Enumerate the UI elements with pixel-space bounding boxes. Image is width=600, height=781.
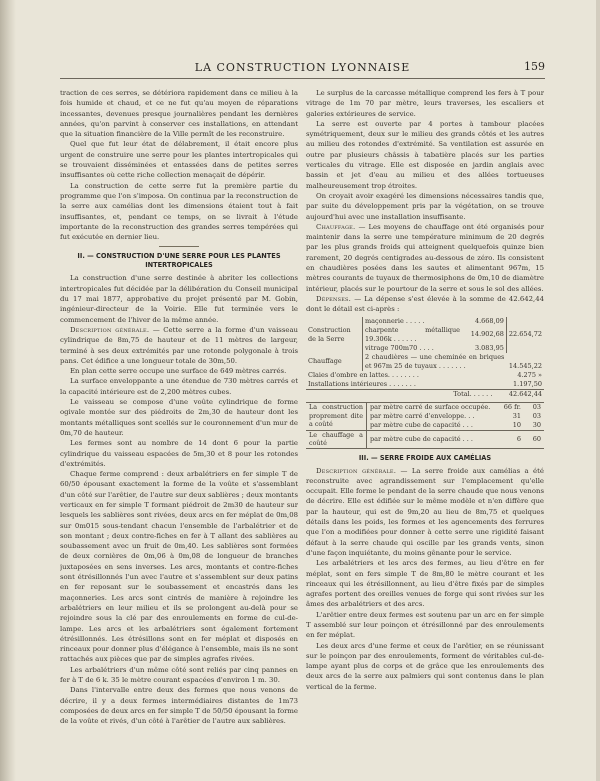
paragraph: Dans l'intervalle entre deux des fermes que nous venons de décrire, il y a deux fermes intermédiaires distantes de 1m73 composées de deux arcs en fer simple T de 50/50 épousant la forme de la voûte et rivés, d'un côté à l'arêtier de l'autre aux sablières. [60,686,298,726]
unit-costs-value: 31 [512,411,521,420]
unit-costs-value: 66 fr. [503,402,521,411]
section-separator [159,246,199,247]
paragraph: Le vaisseau se compose d'une voûte cylindrique de forme ogivale montée sur des piédroits de 2m,30 de hauteur dont les montants métalliques sont scellés sur le couronnement d'un mur de 0m,70 de hauteur. [60,398,298,437]
header-rule [60,78,545,79]
expenses-chauffage-value: 14.545,22 [508,361,542,370]
expenses-total-label: Total. . . . . . [306,389,506,399]
paragraph-lead: Description générale. [70,325,150,334]
unit-costs-cents: 30 [532,420,541,429]
unit-costs-row-label: par mètre carré d'enveloppe. . . [370,411,475,420]
expenses-row-value: 3.083,95 [474,343,504,352]
unit-costs-value: 6 [516,434,521,443]
expenses-row-label: maçonnerie . . . . . [363,317,463,326]
unit-costs-chauffage-label: Le chauffage a coûté [306,430,367,448]
unit-costs-cents: 60 [532,434,541,443]
section-title: II. — CONSTRUCTION D'UNE SERRE POUR LES PLANTES INTERTROPICALES [77,252,281,270]
paragraph [306,222,544,294]
table-row [306,353,544,371]
right-column [306,88,544,768]
table-row [306,402,544,412]
page-number: 159 [524,60,545,73]
paragraph: La serre est ouverte par 4 portes à tambour placées symétriquement, deux sur le milieu des grands côtés et les autres au milieu des rotondes d'extrémité. Sa ventilation est assurée en outre par plusieurs châssis à tabatière placés sur les parties verticales du vitrage. Elle est disposée en jardin anglais avec bassin et jet d'eau au milieu et des allées tortueuses malheureusement trop étroites. [306,119,544,190]
unit-costs-table [306,402,544,449]
expenses-construction-total: 22.654,72 [506,317,544,353]
paragraph-lead: Description générale. [316,466,397,475]
table-row [306,380,544,390]
paragraph: Les deux arcs d'une ferme et ceux de l'arêtier, en se réunissant sur le poinçon par des enroulements, forment de véritables cul-de-lampe ayant plus de corps et de grâce que les enroulements des deux arcs de la serre aux palmiers qui sont contenus dans le plan vertical de la ferme. [306,641,544,691]
paragraph: La construction de cette serre fut la première partie du programme que l'on s'imposa. On continua par la reconstruction de la serre aux camélias dont les dimensions étaient tout à fait insuffisantes, et, pendant ce temps, on se livrait à l'étude importante de la reconstruction des grandes serres tempérées qui fut exécutée en dernier lieu. [60,181,298,242]
unit-costs-row-label: par mètre cube de capacité . . . [370,420,473,429]
paragraph: Le surplus de la carcasse métallique comprend les fers à T pour vitrage de 1m 70 par mètre, leurs traverses, les escaliers et galeries extérieures de service. [306,89,544,118]
paragraph: L'arêtier entre deux fermes est soutenu par un arc en fer simple T assemblé sur leur poinçon et étrésillonné par des enroulements en fer méplat. [306,610,544,640]
expenses-chauffage-label: Chauffage [308,357,342,366]
paragraph-lead: Dépenses. [316,294,352,303]
expenses-row-value: 14.902,68 [470,330,504,339]
expenses-row-label: charpente métallique 19.306k . . . . . . [363,326,463,344]
expenses-claies-value: 4.275 » [517,370,542,379]
paragraph: traction de ces serres, se détériora rapidement dans ce milieu à la fois humide et chaud, et ce ne fut qu'au moyen de réparations incessantes, devenues presque journalières pendant les dernières années, qu'on parvint à conserver ces installations, en attendant que la situation financière de la Ville permît de les reconstruire. [60,89,298,139]
expenses-install-value: 1.197,50 [513,379,542,388]
table-row [306,430,544,448]
table-row [306,317,544,326]
expenses-table [306,317,544,399]
paragraph: Les arbalétriers d'un même côté sont reliés par cinq pannes en fer à T de 6 k. 35 le mètre courant espacées d'environ 1 m. 30. [60,665,298,685]
unit-costs-cents: 03 [532,411,541,420]
expenses-install-label: Installations intérieures . . . . . . . [308,379,416,388]
paragraph: Chaque ferme comprend : deux arbalétriers en fer simple T de 60/50 épousant exactement la forme de la voûte et s'assemblant d'un côté sur l'arêtier, de l'autre sur deux sablières ; deux montants verticaux en fer simple T formant piédroit de 2m30 de hauteur sur lesquels les sablières sont rivées, deux arcs en fer méplat de 0m,08 sur 0m015 sous-tendant chacun l'ensemble de l'arbalétrier et de son montant ; deux contre-fiches en fer à T allant des sablières au soubassement avec un fruit de 0m,40. Les sablières sont formées de deux cornières de 0m,06 à 0m,08 de longueur de branches juxtaposées en sens inverses. Les arcs, montants et contre-fiches sont étrésillonnés l'un avec l'autre et s'assemblent sur deux patins en fer reposant sur le soubassement et encastrés dans les maçonneries. Les arcs sont cintrés de manière à rejoindre les arbalétriers en leur milieu et ils se prolongent au-delà pour se rejoindre sous la clé par des enroulements en forme de cul-de-lampe. Les arcs et les arbalétriers sont également fortement étrésillonnés. Les étrésillons sont en fer méplat et disposés en rinceaux pour donner plus d'élégance à l'ensemble, mais ils ne sont rattachés aux pièces que par de simples agrafes rivées. [60,470,298,664]
section-title: III. — SERRE FROIDE AUX CAMÉLIAS [358,453,492,462]
unit-costs-value: 10 [512,420,521,429]
paragraph-lead: Chauffage. [316,222,356,231]
left-column [60,88,298,768]
paragraph: Les arbalétriers et les arcs des fermes, au lieu d'être en fer méplat, sont en fers simple T de 8m,80 le mètre courant et les rinceaux qui les étrésillonnent, au lieu d'être fixés par de simples agrafes portent des oreilles venues de forge qui sont rivées sur les âmes des arbalétriers et des arcs. [306,559,544,609]
paragraph-body: — Cette serre a la forme d'un vaisseau cylindrique de 8m,75 de hauteur et de 11 mètres de largeur, terminé à ses deux extrémités par une rotonde polygonale à trois pans. Cet édifice a une longueur totale de 30m,50. [60,325,298,365]
expenses-chauffage-desc: 2 chaudières — une cheminée en briques et 967m 25 de tuyaux . . . . . . . [363,353,507,371]
table-row-total [306,389,544,399]
expenses-row-label: vitrage 700m70 . . . . [363,344,463,353]
paragraph: On croyait avoir exagéré les dimensions nécessaires tandis que, par suite du développement pris par la végétation, on se trouve aujourd'hui avec une installation insuffisante. [306,191,544,221]
expenses-construction-label: Construction de la Serre [308,325,351,343]
page-header [60,61,545,75]
paragraph [306,466,544,559]
expenses-total-value: 42.642,44 [506,389,544,399]
unit-costs-cents: 03 [532,402,541,411]
paragraph: Les fermes sont au nombre de 14 dont 6 pour la partie cylindrique du vaisseau espacées de 5m,30 et 8 pour les rotondes d'extrémités. [60,439,298,468]
paragraph-body: — La dépense s'est élevée à la somme de 42.642,44 dont le détail est ci-après : [306,294,544,314]
unit-costs-row-label: par mètre carré de surface occupée. [370,402,491,411]
unit-costs-construction-label: La construction proprement dite a coûté [306,402,367,430]
paragraph: Quel que fut leur état de délabrement, il était encore plus urgent de construire une serre pour les plantes intertropicales qui se trouvaient disséminées et entassées dans de petites serres insuffisantes où cette riche collection menaçait de dépérir. [60,140,298,180]
paragraph [306,294,544,315]
paragraph-body: — Les moyens de chauffage ont été organisés pour maintenir dans la serre une température minimum de 20 degrés par les plus grands froids qui atteignent quelquefois quinze bien rarement, 20 degrés centigrades au-dessous de zéro. Ils consistent en chaudières posées dans les sautes et alimentant 967m, 15 mètres courants de tuyaux de thermosiphons de 0m,10 de diamètre intérieur, placés sur le pourtour de la serre et sous le sol des allées. [306,222,544,293]
expenses-claies-label: Claies d'ombre en lattes. . . . . . . . [308,370,419,379]
table-row [306,371,544,380]
paragraph: La construction d'une serre destinée à abriter les collections intertropicales fut décidée par la délibération du Conseil municipal du 17 mai 1877, approbative du projet présenté par M. Gobin, ingénieur-directeur de la Voirie. Elle fut terminée vers le commencement de l'hiver de la même année. [60,274,298,324]
running-title: LA CONSTRUCTION LYONNAISE [194,61,411,74]
unit-costs-row-label: par mètre cube de capacité . . . [370,434,473,443]
paragraph-body: — La serre froide aux camélias a été reconstruite avec agrandissement sur l'emplacement qu'elle occupait. Elle forme le pendant de la serre chaude que nous venons de décrire. Elle est édifiée sur le même modèle et n'en diffère que par la hauteur, qui est de 9m,20 au lieu de 8m,75 et quelques détails dans les poids, les formes et les agencements des ferrures que l'on a modifiées pour donner à cette serre une rigidité faisant défaut à la serre chaude qui oscille par les grands vents, sinon d'une façon inquiétante, du moins gênante pour le service. [306,466,544,557]
page-edge [596,0,600,781]
page-binding-shadow [0,0,16,781]
expenses-row-value: 4.668,09 [474,316,504,325]
paragraph: En plan cette serre occupe une surface de 649 mètres carrés. [70,367,287,376]
paragraph [60,325,298,366]
paragraph: La surface enveloppante a une étendue de 730 mètres carrés et la capacité intérieure est de 2,200 mètres cubes. [60,377,298,396]
